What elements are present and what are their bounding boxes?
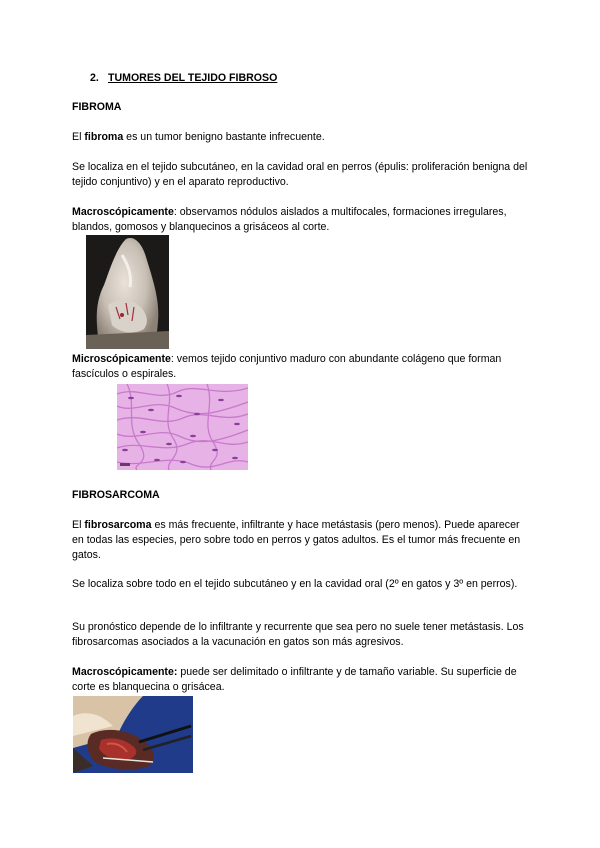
section-title xyxy=(90,72,277,84)
micro-term: Microscópicamente xyxy=(72,353,171,365)
fibroma-macro-paragraph: Macroscópicamente: observamos nódulos aislados a multifocales, formaciones irregulares, blandos, gomosos y blanquecinos a grisáceos al corte. xyxy=(72,206,507,233)
fibrosarcoma-prognosis-paragraph: Su pronóstico depende de lo infiltrante y recurrente que sea pero no suele tener metástasis. Los fibrosarcomas asociados a la vacunación en gatos son más agresivos. xyxy=(72,621,524,648)
fibroma-intro-paragraph: El fibroma es un tumor benigno bastante infrecuente. xyxy=(72,131,325,143)
fibrosarcoma-location-paragraph: Se localiza sobre todo en el tejido subcutáneo y en la cavidad oral (2º en gatos y 3º en perros). xyxy=(72,578,518,590)
fibroma-heading: FIBROMA xyxy=(72,101,122,113)
fibrosarcoma-heading: FIBROSARCOMA xyxy=(72,489,160,501)
fibrosarcoma-macro-paragraph: Macroscópicamente: puede ser delimitado o infiltrante y de tamaño variable. Su superficie de corte es blanquecina o grisácea. xyxy=(72,666,517,693)
fibroma-location-paragraph: Se localiza en el tejido subcutáneo, en la cavidad oral en perros (épulis: proliferación benigna del tejido conjuntivo) y en el aparato reproductivo. xyxy=(72,161,528,188)
macro-term: Macroscópicamente xyxy=(72,206,174,218)
fibrosarcoma-clinical-photo xyxy=(73,696,193,773)
section-title-text: TUMORES DEL TEJIDO FIBROSO xyxy=(108,72,278,84)
section-number: 2. xyxy=(90,72,99,84)
fibrosarcoma-term: fibrosarcoma xyxy=(84,519,152,531)
macro-term-2: Macroscópicamente: xyxy=(72,666,178,678)
fibroma-micro-paragraph: Microscópicamente: vemos tejido conjuntivo maduro con abundante colágeno que forman fascículos o espirales. xyxy=(72,353,502,380)
fibrosarcoma-intro-paragraph: El fibrosarcoma es más frecuente, infiltrante y hace metástasis (pero menos). Puede aparecer en todas las especies, pero sobre todo en perros y gatos adultos. Es el tumor más frecuente en gatos. xyxy=(72,519,521,561)
fibroma-gross-photo xyxy=(86,235,169,349)
fibroma-histology-photo xyxy=(117,384,248,470)
fibroma-term: fibroma xyxy=(84,131,124,143)
